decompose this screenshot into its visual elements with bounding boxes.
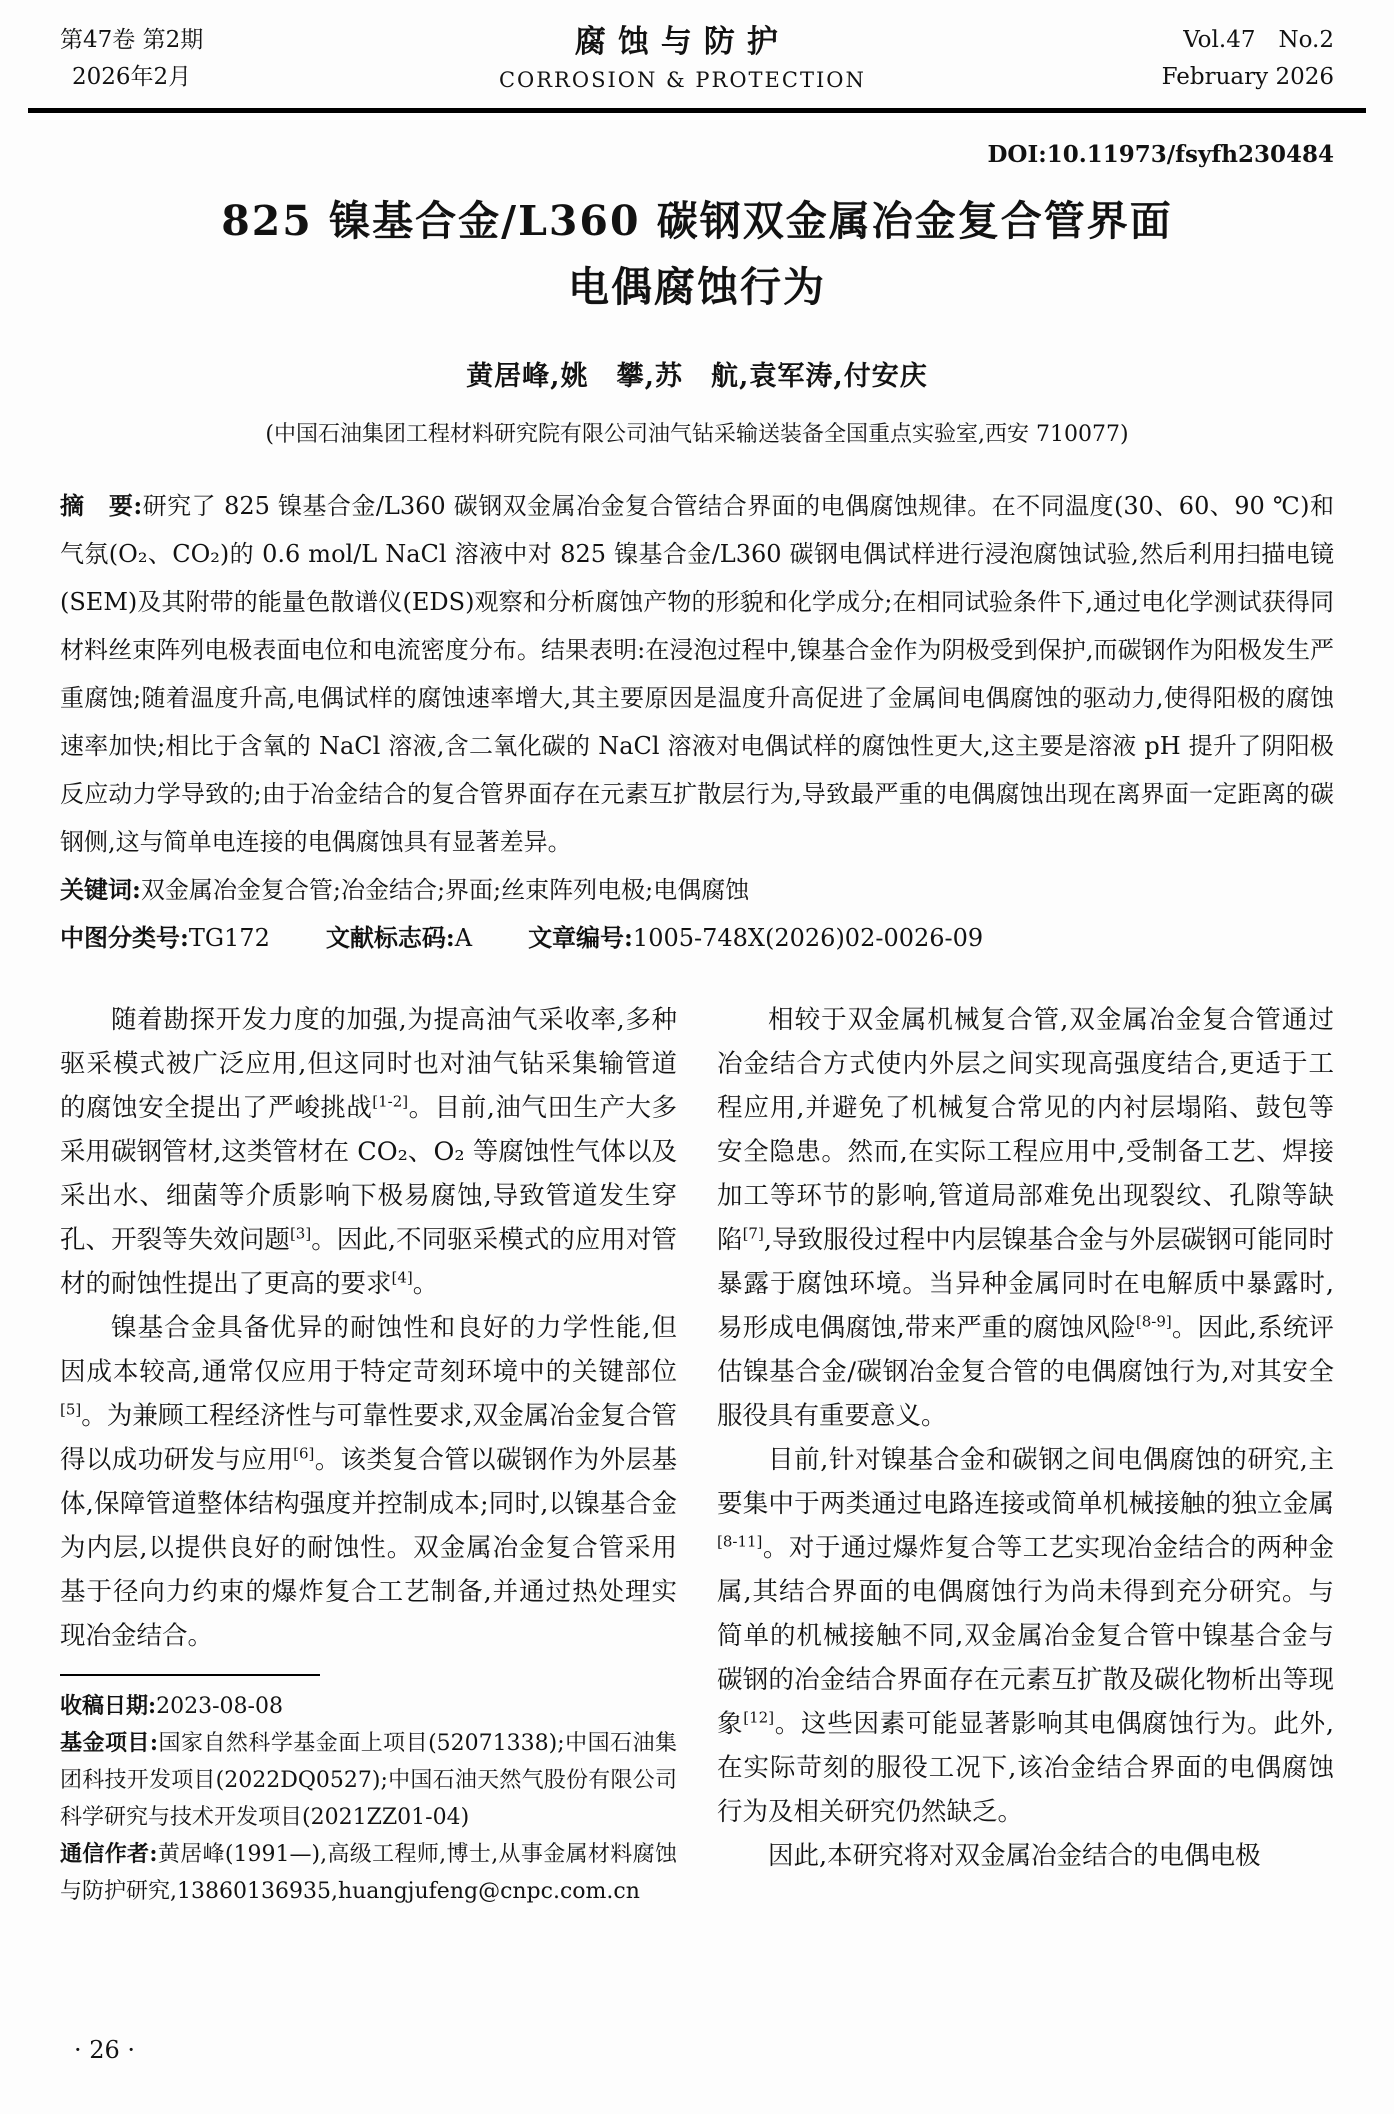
body-paragraph: 因此,本研究将对双金属冶金结合的电偶电极 [768,1841,1261,1871]
journal-name-en: CORROSION & PROTECTION [498,68,866,92]
header-center [499,22,866,98]
body-paragraph: 相较于双金属机械复合管,双金属冶金复合管通过冶金结合方式使内外层之间实现高强度结合,更适于工程应用,并避免了机械复合常见的内衬层塌陷、鼓包等安全隐患。然而,在实际工程应用中,受制备工艺、焊接加工等环节的影响,管道局部难免出现裂纹、孔隙等缺陷[7],导致服役过程中内层镍基合金与外层碳钢可能同时暴露于腐蚀环境。当异种金属同时在电解质中暴露时,易形成电偶腐蚀,带来严重的腐蚀风险[8-9]。因此,系统评估镍基合金/碳钢冶金复合管的电偶腐蚀行为,对其安全服役具有重要意义。 [717,1005,1335,1431]
clc-label: 中图分类号: [60,923,189,952]
body-paragraph: 镍基合金具备优异的耐蚀性和良好的力学性能,但因成本较高,通常仅应用于特定苛刻环境中的关键部位[5]。为兼顾工程经济性与可靠性要求,双金属冶金复合管得以成功研发与应用[6]。该类复合管以碳钢作为外层基体,保障管道整体结构强度并控制成本;同时,以镍基合金为内层,以提供良好的耐蚀性。双金属冶金复合管采用基于径向力约束的爆炸复合工艺制备,并通过热处理实现冶金结合。 [60,1313,677,1651]
footnote-corresponding-text: 黄居峰(1991—),高级工程师,博士,从事金属材料腐蚀与防护研究,13860136935,huangjufeng@cnpc.com.cn [60,1842,678,1904]
footnote-received-label: 收稿日期: [60,1693,157,1719]
journal-name-cn: 腐蚀与防护 [574,24,790,60]
footnote-corresponding-label: 通信作者: [60,1841,158,1867]
keywords-line [60,866,1334,914]
doi: DOI:10.11973/fsyfh230484 [987,141,1334,168]
body-columns [60,998,1334,1910]
body-paragraph: 目前,针对镍基合金和碳钢之间电偶腐蚀的研究,主要集中于两类通过电路连接或简单机械接触的独立金属[8-11]。对于通过爆炸复合等工艺实现冶金结合的两种金属,其结合界面的电偶腐蚀行为尚未得到充分研究。与简单的机械接触不同,双金属冶金复合管中镍基合金与碳钢的冶金结合界面存在元素互扩散及碳化物析出等现象[12]。这些因素可能显著影响其电偶腐蚀行为。此外,在实际苛刻的服役工况下,该冶金结合界面的电偶腐蚀行为及相关研究仍然缺乏。 [717,1445,1334,1827]
doc-code-value: A [454,924,473,952]
journal-header [60,22,1334,98]
article-title-line2: 电偶腐蚀行为 [568,263,826,311]
footnote-corresponding [60,1836,677,1910]
keywords-text: 双金属冶金复合管;冶金结合;界面;丝束阵列电极;电偶腐蚀 [140,876,750,904]
footnote-funding-label: 基金项目: [60,1730,158,1756]
volume-issue-en: Vol.47 No.2 [1183,27,1334,53]
body-paragraph: 随着勘探开发力度的加强,为提高油气采收率,多种驱采模式被广泛应用,但这同时也对油气钻采集输管道的腐蚀安全提出了严峻挑战[1-2]。目前,油气田生产大多采用碳钢管材,这类管材在 CO₂、O₂ 等腐蚀性气体以及采出水、细菌等介质影响下极易腐蚀,导致管道发生穿孔、开裂等失效问题[3]。因此,不同驱采模式的应用对管材的耐蚀性提出了更高的要求[4]。 [60,1005,677,1299]
abstract-label: 摘 要: [60,491,143,520]
article-title-line1: 825 镍基合金/L360 碳钢双金属冶金复合管界面 [221,197,1173,245]
left-column [60,998,677,1910]
header-rule [28,108,1366,113]
volume-issue-cn: 第47卷 第2期 [60,27,204,53]
footnote-funding-text: 国家自然科学基金面上项目(52071338);中国石油集团科技开发项目(2022DQ0527);中国石油天然气股份有限公司科学研究与技术开发项目(2021ZZ01-04) [60,1731,677,1830]
keywords-label: 关键词: [60,875,141,904]
clc-line [60,914,1334,962]
footnote-received [60,1688,677,1725]
footnote-funding [60,1725,677,1836]
clc-value: TG172 [188,924,270,952]
header-left [60,22,203,96]
footnote-block [60,1674,677,1910]
footnote-separator [60,1674,320,1676]
affiliation: (中国石油集团工程材料研究院有限公司油气钻采输送装备全国重点实验室,西安 710077) [265,422,1129,447]
doc-code-label: 文献标志码: [325,923,455,952]
header-right [1162,22,1334,96]
date-en: February 2026 [1161,64,1334,90]
date-cn: 2026年2月 [72,64,192,90]
article-id-label: 文章编号: [528,923,633,952]
article-id-value: 1005-748X(2026)02-0026-09 [632,924,984,952]
footnote-received-text: 2023-08-08 [156,1694,283,1719]
abstract-paragraph [60,482,1334,866]
authors: 黄居峰,姚 攀,苏 航,袁军涛,付安庆 [466,361,928,392]
abstract-block [60,482,1334,962]
right-column [717,998,1334,1910]
article-title [60,188,1334,320]
page-number: · 26 · [74,2036,136,2064]
abstract-text: 研究了 825 镍基合金/L360 碳钢双金属冶金复合管结合界面的电偶腐蚀规律。在不同温度(30、60、90 ℃)和气氛(O₂、CO₂)的 0.6 mol/L NaCl 溶液中对 825 镍基合金/L360 碳钢电偶试样进行浸泡腐蚀试验,然后利用扫描电镜(SEM)及其附带的能量色散谱仪(EDS)观察和分析腐蚀产物的形貌和化学成分;在相同试验条件下,通过电化学测试获得同材料丝束阵列电极表面电位和电流密度分布。结果表明:在浸泡过程中,镍基合金作为阴极受到保护,而碳钢作为阳极发生严重腐蚀;随着温度升高,电偶试样的腐蚀速率增大,其主要原因是温度升高促进了金属间电偶腐蚀的驱动力,使得阳极的腐蚀速率加快;相比于含氧的 NaCl 溶液,含二氧化碳的 NaCl 溶液对电偶试样的腐蚀性更大,这主要是溶液 pH 提升了阴阳极反应动力学导致的;由于冶金结合的复合管界面存在元素互扩散层行为,导致最严重的电偶腐蚀出现在离界面一定距离的碳钢侧,这与简单电连接的电偶腐蚀具有显著差异。 [60,492,1335,856]
